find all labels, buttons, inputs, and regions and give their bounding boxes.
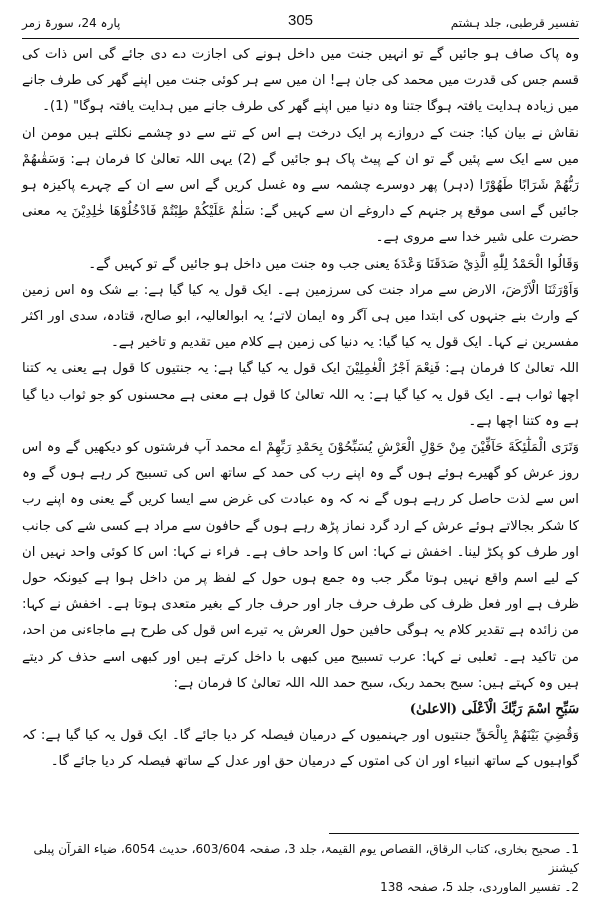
running-title-left: پارہ 24، سورۃ زمر xyxy=(22,16,121,30)
page-number: 305 xyxy=(287,12,314,29)
page-body xyxy=(22,42,579,776)
paragraph: اللہ تعالیٰ کا فرمان ہے: فَنِعْمَ اَجْرُ الْعٰمِلِيْنَ ایک قول یہ کیا گیا ہے: یہ جنتیوں کا قول ہے یعنی یہ کتنا اچھا ثواب ہے۔ ایک قول یہ کیا گیا ہے: یہ اللہ تعالیٰ کا قول ہے معنی ہے محسنوں کو جو ثواب دیا گیا ہے وہ کتنا اچھا ہے۔ xyxy=(22,361,579,429)
footnote: 1۔ صحیح بخاری، کتاب الرقاق، القصاص یوم القیمۃ، جلد 3، صفحہ 603/604، حدیث 6054، ضیاء القرآن پبلی کیشنز xyxy=(33,842,579,875)
verse-line: سَبِّحِ اسْمَ رَبِّكَ الْاَعْلَى (الاعلیٰ) xyxy=(409,702,579,718)
running-title-right: تفسیر قرطبی، جلد ہشتم xyxy=(450,16,579,30)
footnote-rule xyxy=(329,833,579,834)
footnotes xyxy=(22,840,579,897)
paragraph: وہ پاک صاف ہو جائیں گے تو انہیں جنت میں داخل ہونے کی اجازت دے دی جائے گی اس ذات کی قسم جس کی قدرت میں محمد کی جان ہے! ان میں سے ہر کوئی جنت میں اپنے گھر کی طرف جانے میں زیادہ ہدایت یافتہ ہوگا جتنا وہ دنیا میں اپنے گھر کی طرف جانے میں ہدایت یافتہ ہوگا" (1)۔ xyxy=(22,47,579,115)
paragraph: وَاَوْرَثَنَا الْاَرْضَ، الارض سے مراد جنت کی سرزمین ہے۔ ایک قول یہ کیا گیا ہے: بے شک وہ اس زمین کے وارث بنے جنہوں کی ابتدا میں ہی آگر وہ ایمان لاتے؛ یہ ابوالعالیہ، ابو صالح، قتادہ، سدی اور اکثر مفسرین نے کہا۔ ایک قول یہ کیا گیا: یہ دنیا کی زمین ہے کلام میں تقدیم و تاخیر ہے۔ xyxy=(22,282,579,351)
paragraph: وَتَرَى الْمَلٰٓئِكَةَ حَآفِّيْنَ مِنْ حَوْلِ الْعَرْشِ يُسَبِّحُوْنَ بِحَمْدِ رَبِّهِمْ اے محمد آپ فرشتوں کو دیکھیں گے وہ اس روز عرش کو گھیرے ہوئے ہوں گے وہ اپنے رب کی حمد کے ساتھ اس کی تسبیح کر رہے ہوں گے وہ اس سے لذت حاصل کر رہے ہوں گے نہ کہ وہ عبادت کی غرض سے ایسا کریں گے یعنی وہ اپنے رب کا شکر بجالاتے ہوئے عرش کے ارد گرد نماز پڑھ رہے ہوں گے حافون سے مراد ہے کسی شے کی جانب اور طرف کو پکڑ لینا۔ اخفش نے کہا: اس کا واحد حاف ہے۔ فراء نے کہا: اس کا کوئی واحد نہیں ان کے لیے اسم واقع نہیں ہوتا مگر جب وہ جمع ہوں حول کے لفظ پر من داخل ہوا ہے کیونکہ حول ظرف ہے اور فعل ظرف کی طرف حرف جار اور حرف جار کے بغیر متعدی ہوتا ہے۔ اخفش نے کہا: من زائدہ ہے تقدیر کلام یہ ہوگی حافین حول العرش یہ تیرے اس قول کی طرح ہے ماجاءنی من احد، من تاکید ہے۔ ثعلبی نے کہا: عرب تسبیح میں کبھی با داخل کرتے ہیں اور کبھی اسے حذف کر دیتے ہیں وہ کہتے ہیں: سبح بحمد ربک، سبح حمد اللہ اللہ تعالیٰ کا فرمان ہے: xyxy=(22,440,579,691)
header-rule xyxy=(22,38,579,39)
paragraph: وَقَالُوا الْحَمْدُ لِلّٰهِ الَّذِيْ صَدَقَنَا وَعْدَهٗ یعنی جب وہ جنت میں داخل ہو جائیں گے تو کہیں گے۔ xyxy=(88,256,579,272)
paragraph: وَقُضِيَ بَيْنَهُمْ بِالْحَقِّ جنتیوں اور جہنمیوں کے درمیان فیصلہ کر دیا جائے گا۔ ایک قول یہ کیا گیا ہے: کہ گواہیوں کے ساتھ انبیاء اور ان کی امتوں کے درمیان حق اور عدل کے ساتھ فیصلہ کر دیا جائے گا۔ xyxy=(22,728,579,770)
page-header xyxy=(22,10,579,40)
footnote: 2۔ تفسیر الماوردی، جلد 5، صفحہ 138 xyxy=(380,880,579,894)
paragraph: نقاش نے بیان کیا: جنت کے دروازے پر ایک درخت ہے اس کے تنے سے دو چشمے نکلتے ہیں مومن ان میں سے ایک سے پئیں گے تو ان کے پیٹ پاک ہو جائیں گے (2) یہی اللہ تعالیٰ کا فرمان ہے: وَسَقٰىهُمْ رَبُّهُمْ شَرَابًا طَهُوْرًا (دہر) پھر دوسرے چشمہ سے وہ غسل کریں گے اس سے ان کے چہرے پاکیزہ ہو جائیں گے اسی موقع پر جنہم کے داروغے ان سے کہیں گے: سَلٰمٌ عَلَيْكُمْ طِبْتُمْ فَادْخُلُوْهَا خٰلِدِيْنَ یہ معنی حضرت علی شیر خدا سے مروی ہے۔ xyxy=(22,125,579,246)
